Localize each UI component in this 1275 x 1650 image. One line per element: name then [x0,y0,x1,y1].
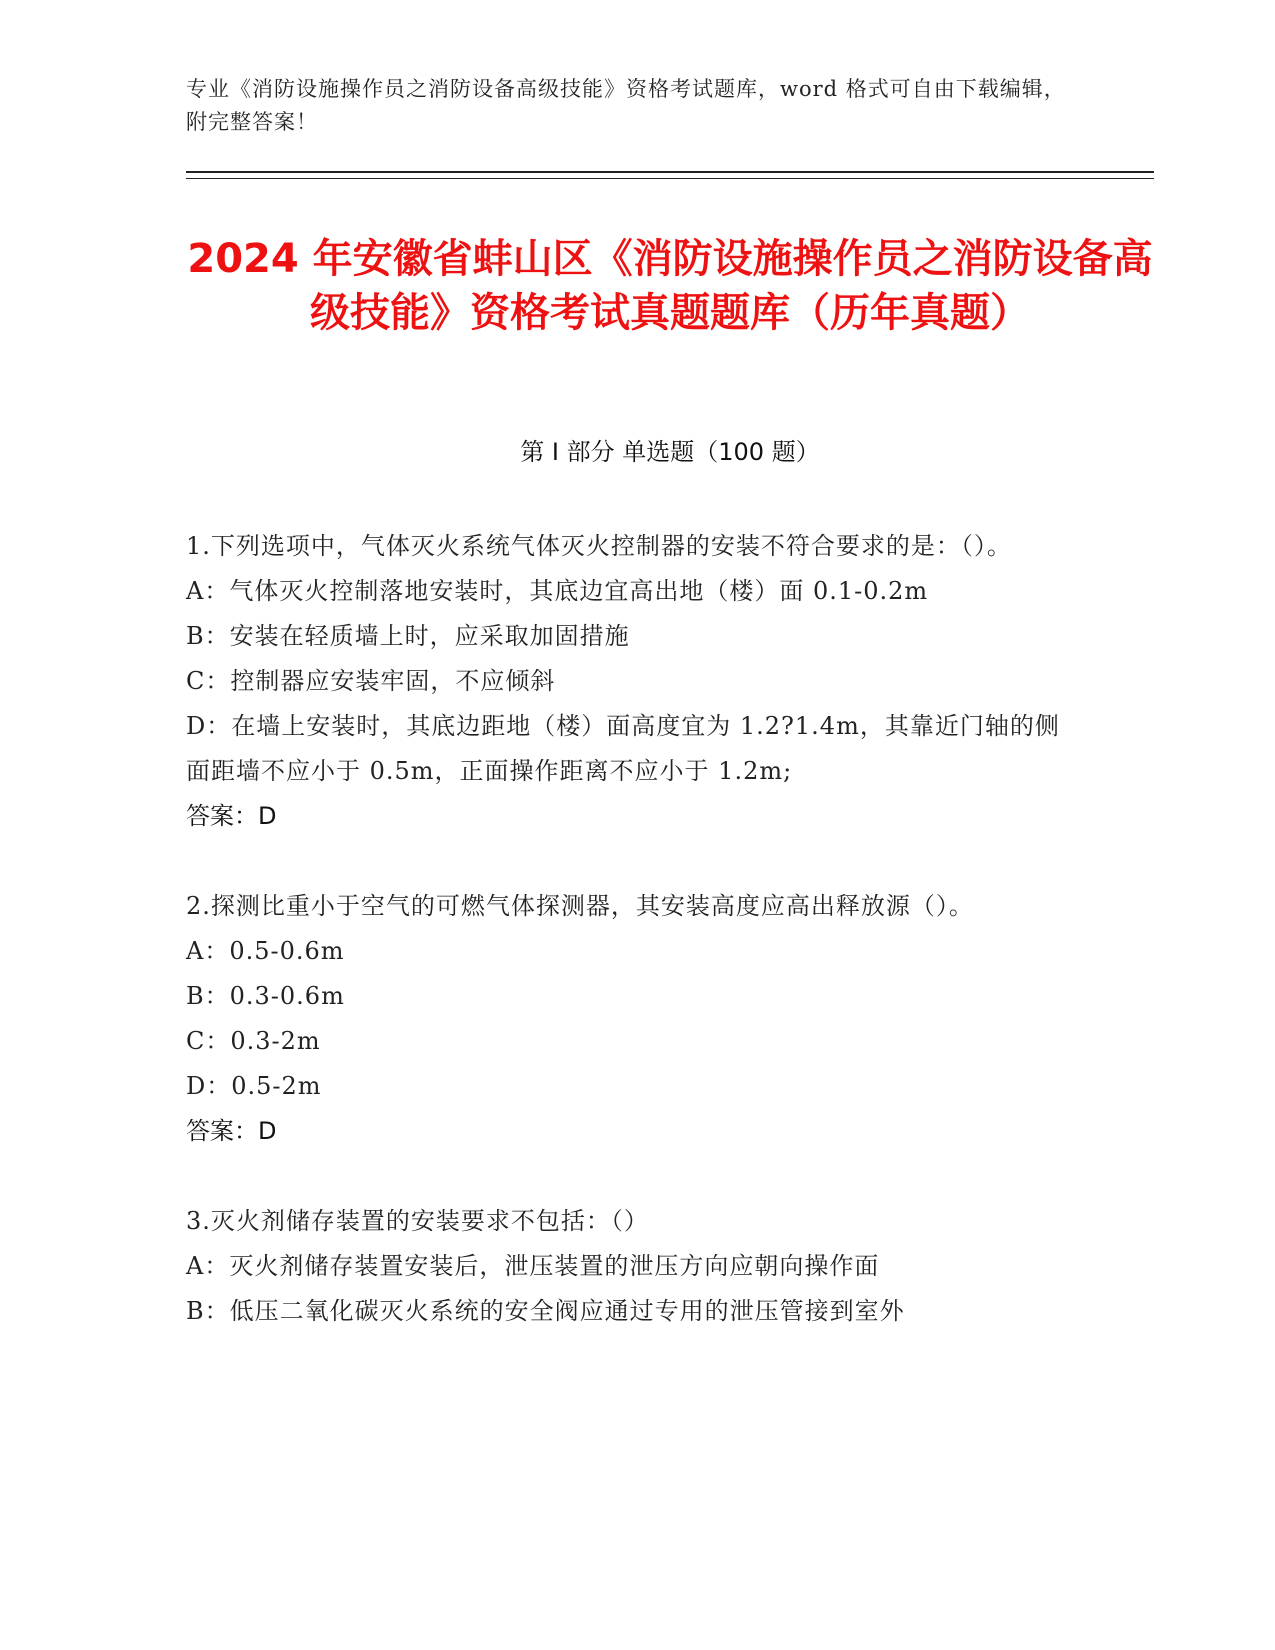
option-a: A：灭火剂储存装置安装后，泄压装置的泄压方向应朝向操作面 [186,1252,880,1280]
answer-label: 答案：D [186,802,277,830]
question-3 [186,1199,1076,1334]
question-stem: 1.下列选项中，气体灭火系统气体灭火控制器的安装不符合要求的是：（）。 [186,532,1012,560]
option-c: C：0.3-2m [186,1027,321,1055]
option-b: B：安装在轻质墙上时，应采取加固措施 [186,622,630,650]
question-stem: 2.探测比重小于空气的可燃气体探测器，其安装高度应高出释放源（）。 [186,892,974,920]
header-divider-thick [186,171,1154,173]
header-note: 专业《消防设施操作员之消防设备高级技能》资格考试题库，word 格式可自由下载编辑，附完整答案！ [186,77,1066,134]
question-list [186,524,1076,1379]
header-divider-thin [186,178,1154,179]
option-c: C：控制器应安装牢固，不应倾斜 [186,667,556,695]
option-a: A：0.5-0.6m [186,937,345,965]
option-a: A：气体灭火控制落地安装时，其底边宜高出地（楼）面 0.1-0.2m [186,577,929,605]
question-stem: 3.灭火剂储存装置的安装要求不包括：（） [186,1207,649,1235]
answer-label: 答案：D [186,1117,277,1145]
option-b: B：低压二氧化碳灭火系统的安全阀应通过专用的泄压管接到室外 [186,1297,905,1325]
question-2 [186,884,1076,1154]
option-d: D：在墙上安装时，其底边距地（楼）面高度宜为 1.2?1.4m，其靠近门轴的侧面距墙不应小于 0.5m，正面操作距离不应小于 1.2m; [186,712,1060,785]
document-title: 2024 年安徽省蚌山区《消防设施操作员之消防设备高级技能》资格考试真题题库（历年真题） [187,236,1153,336]
section-title: 第 I 部分 单选题（100 题） [520,438,820,466]
option-b: B：0.3-0.6m [186,982,345,1010]
option-d: D：0.5-2m [186,1072,322,1100]
question-1 [186,524,1076,839]
